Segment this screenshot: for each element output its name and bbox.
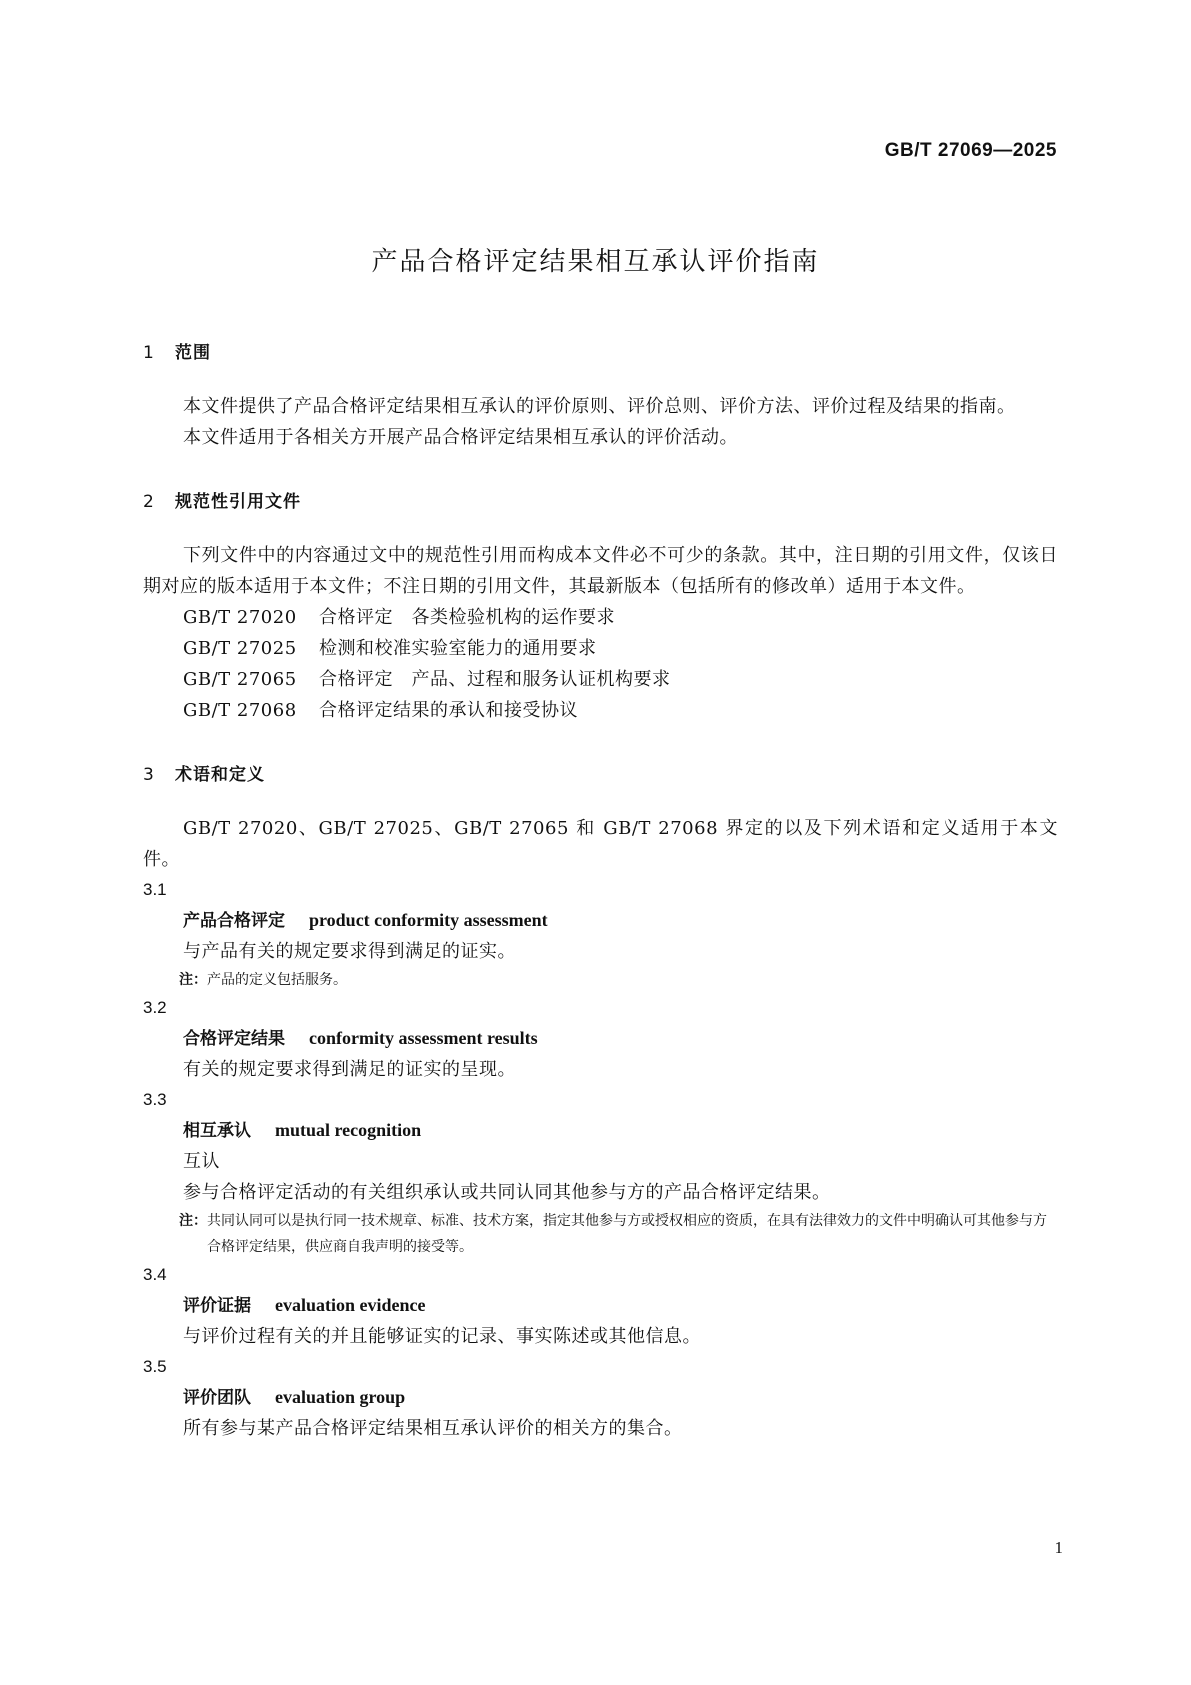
term-number: 3.3 xyxy=(143,1090,167,1109)
term-entry xyxy=(143,1085,1058,1260)
section-heading xyxy=(143,760,1058,785)
term-name xyxy=(143,1115,1058,1146)
section-scope xyxy=(143,338,1058,453)
reference-list xyxy=(143,602,1058,726)
reference-item xyxy=(143,664,1058,695)
term-name-zh: 合格评定结果 xyxy=(183,1029,285,1049)
term-entry xyxy=(143,1260,1058,1352)
term-number: 3.2 xyxy=(143,998,167,1017)
term-definition: 与评价过程有关的并且能够证实的记录、事实陈述或其他信息。 xyxy=(183,1326,701,1347)
reference-code: GB/T 27065 xyxy=(183,669,297,690)
section-normative-references xyxy=(143,487,1058,726)
term-number: 3.4 xyxy=(143,1265,167,1284)
term-definition: 参与合格评定活动的有关组织承认或共同认同其他参与方的产品合格评定结果。 xyxy=(183,1182,831,1203)
term-name-zh: 产品合格评定 xyxy=(183,911,285,931)
term-name-en: evaluation group xyxy=(275,1387,406,1407)
term-name-zh: 相互承认 xyxy=(183,1121,251,1141)
page-number: 1 xyxy=(1054,1538,1063,1557)
term-name-en: conformity assessment results xyxy=(309,1028,538,1048)
section-heading xyxy=(143,338,1058,363)
reference-code: GB/T 27020 xyxy=(183,607,297,628)
section-number: 3 xyxy=(143,765,155,785)
reference-item xyxy=(143,633,1058,664)
reference-title: 检测和校准实验室能力的通用要求 xyxy=(319,638,597,659)
reference-code: GB/T 27068 xyxy=(183,700,297,721)
term-definition: 与产品有关的规定要求得到满足的证实。 xyxy=(183,941,516,962)
paragraph: 下列文件中的内容通过文中的规范性引用而构成本文件必不可少的条款。其中，注日期的引用文件，仅该日期对应的版本适用于本文件；不注日期的引用文件，其最新版本（包括所有的修改单）适用于本文件。 xyxy=(143,545,1058,597)
term-name-zh: 评价团队 xyxy=(183,1388,251,1408)
standard-code: GB/T 27069—2025 xyxy=(884,140,1057,161)
section-title: 术语和定义 xyxy=(175,765,265,785)
term-name-en: evaluation evidence xyxy=(275,1295,426,1315)
section-number: 1 xyxy=(143,343,155,363)
note-label: 注： xyxy=(179,1213,207,1229)
note-text: 共同认同可以是执行同一技术规章、标准、技术方案，指定其他参与方或授权相应的资质，在具有法律效力的文件中明确认可其他参与方合格评定结果，供应商自我声明的接受等。 xyxy=(207,1213,1047,1255)
term-entry xyxy=(143,1352,1058,1444)
note-text: 产品的定义包括服务。 xyxy=(207,972,347,988)
section-title: 规范性引用文件 xyxy=(175,492,301,512)
reference-title: 合格评定 产品、过程和服务认证机构要求 xyxy=(319,669,671,690)
term-note xyxy=(143,1208,1058,1260)
term-name-en: product conformity assessment xyxy=(309,910,548,930)
term-definition: 有关的规定要求得到满足的证实的呈现。 xyxy=(183,1059,516,1080)
section-title: 范围 xyxy=(175,343,211,363)
note-label: 注： xyxy=(179,972,207,988)
term-name-en: mutual recognition xyxy=(275,1120,422,1140)
paragraph: 本文件适用于各相关方开展产品合格评定结果相互承认的评价活动。 xyxy=(183,427,738,448)
section-heading xyxy=(143,487,1058,512)
term-number: 3.1 xyxy=(143,880,167,899)
reference-title: 合格评定 各类检验机构的运作要求 xyxy=(319,607,615,628)
term-definition: 所有参与某产品合格评定结果相互承认评价的相关方的集合。 xyxy=(183,1418,683,1439)
term-entry xyxy=(143,993,1058,1085)
term-name xyxy=(143,1023,1058,1054)
reference-item xyxy=(143,695,1058,726)
reference-item xyxy=(143,602,1058,633)
document-body xyxy=(143,338,1058,1478)
document-title: 产品合格评定结果相互承认评价指南 xyxy=(371,247,820,277)
reference-code: GB/T 27025 xyxy=(183,638,297,659)
section-number: 2 xyxy=(143,492,155,512)
term-note xyxy=(143,967,1058,993)
term-name xyxy=(143,905,1058,936)
term-name xyxy=(143,1382,1058,1413)
term-entry xyxy=(143,875,1058,993)
reference-title: 合格评定结果的承认和接受协议 xyxy=(319,700,578,721)
term-synonym: 互认 xyxy=(183,1151,220,1172)
term-name xyxy=(143,1290,1058,1321)
paragraph: GB/T 27020、GB/T 27025、GB/T 27065 和 GB/T 27068 界定的以及下列术语和定义适用于本文件。 xyxy=(143,818,1058,870)
section-terms-definitions xyxy=(143,760,1058,1444)
paragraph: 本文件提供了产品合格评定结果相互承认的评价原则、评价总则、评价方法、评价过程及结果的指南。 xyxy=(183,396,1016,417)
term-name-zh: 评价证据 xyxy=(183,1296,251,1316)
term-number: 3.5 xyxy=(143,1357,167,1376)
